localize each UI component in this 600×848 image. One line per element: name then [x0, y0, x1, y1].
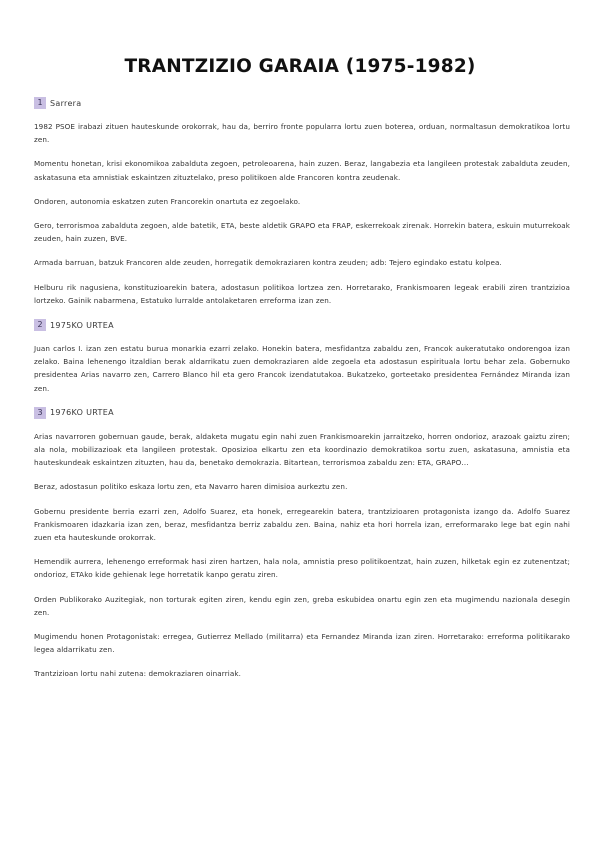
document-body [34, 96, 570, 692]
section-heading-text: 1976KO URTEA [50, 408, 114, 418]
section-number-badge: 1 [34, 97, 46, 109]
section-heading-sarrera [34, 96, 570, 110]
section-number-badge: 2 [34, 319, 46, 331]
paragraph: Gero, terrorismoa zabalduta zegoen, alde batetik, ETA, beste aldetik GRAPO eta FRAP, eskerrekoak zirenak. Horrekin batera, eskuin muturrekoak zeuden, hain zuzen, BVE. [34, 221, 570, 244]
section-heading-text: Sarrera [50, 98, 82, 108]
paragraph: Trantzizioan lortu nahi zutena: demokraziaren oinarriak. [34, 669, 242, 679]
paragraph: Helburu rik nagusiena, konstituzioarekin batera, adostasun politikoa lortzea zen. Horretarako, Frankismoaren legeak erabili ziren trantzizioa lortzeko. Gainik nabarmena, Estatuko lurralde antolaketaren erreforma izan zen. [34, 282, 570, 305]
page-title: TRANTZIZIO GARAIA (1975-1982) [124, 56, 476, 77]
paragraph: Beraz, adostasun politiko eskaza lortu zen, eta Navarro haren dimisioa aurkeztu zen. [34, 482, 348, 492]
section-heading-text: 1975KO URTEA [50, 320, 114, 330]
paragraph: Hemendik aurrera, lehenengo erreformak hasi ziren hartzen, hala nola, amnistia preso politikoentzat, hain zuzen, hilketak egin ez zutenentzat; ondorioz, ETAko kide gehienak lege horretatik kanpo geratu ziren. [34, 557, 570, 580]
section-heading-1976 [34, 406, 570, 420]
paragraph: Gobernu presidente berria ezarri zen, Adolfo Suarez, eta honek, erregearekin batera, trantzizioaren protagonista izango da. Adolfo Suarez Frankismoaren idazkaria izan zen, beraz, mesfidantza berriz zabaldu zen. Baina, nahiz eta hori horrela izan, erreformarako lege bat egin nahi zuen eta hauteskunde orokorrak. [34, 506, 570, 543]
paragraph: Arias navarroren gobernuan gaude, berak, aldaketa mugatu egin nahi zuen Frankismoarekin jarraitzeko, horren ondorioz, arazoak gaiztu ziren; ala nola, mobilizazioak eta langileen protestak. Oposizioa elkartu zen eta koordinazio demokratikoa sortu zuen, askatasuna, amnistia eta hauteskundeak eskaintzen zituzten, hau da, benetako demokrazia. Bitartean, terrorismoa zabaldu zen: ETA, GRAPO… [34, 431, 570, 468]
paragraph: Momentu honetan, krisi ekonomikoa zabalduta zegoen, petroleoarena, hain zuzen. Beraz, langabezia eta langileen protestak zabalduta zeuden, askatasuna eta amnistiak eskaintzen zituztelako, preso politikoen alde Francoren kontra zeudenak. [34, 159, 570, 182]
paragraph: Armada barruan, batzuk Francoren alde zeuden, horregatik demokraziaren kontra zeuden; adb: Tejero egindako estatu kolpea. [34, 258, 502, 268]
paragraph: Orden Publikorako Auzitegiak, non torturak egiten ziren, kendu egin zen, greba eskubidea onartu egin zen eta mugimendu nazionala desegin zen. [34, 594, 570, 617]
paragraph: 1982 PSOE irabazi zituen hauteskunde orokorrak, hau da, berriro fronte popularra lortu zuen boterea, orduan, normaltasun demokratikoa lortu zen. [34, 122, 570, 145]
paragraph: Juan carlos I. izan zen estatu burua monarkia ezarri zelako. Honekin batera, mesfidantza zabaldu zen, Francok aukeratutako ondorengoa izan zelako. Baina lehenengo itzaldian berak aldarrikatu zuen demokraziaren alde zegoela eta adostasun espirituala lortu behar zela. Gobernuko presidentea Arias navarro zen, Carrero Blanco hil eta gero Francok izendatutakoa. Bukatzeko, gorteetako presidentea Fernández Miranda izan zen. [34, 344, 570, 393]
paragraph: Mugimendu honen Protagonistak: erregea, Gutierrez Mellado (militarra) eta Fernandez Miranda izan ziren. Horretarako: erreforma politikarako legea aldarrikatu zen. [34, 632, 570, 655]
section-number-badge: 3 [34, 407, 46, 419]
section-heading-1975 [34, 318, 570, 332]
paragraph: Ondoren, autonomia eskatzen zuten Francorekin onartuta ez zegoelako. [34, 196, 301, 206]
